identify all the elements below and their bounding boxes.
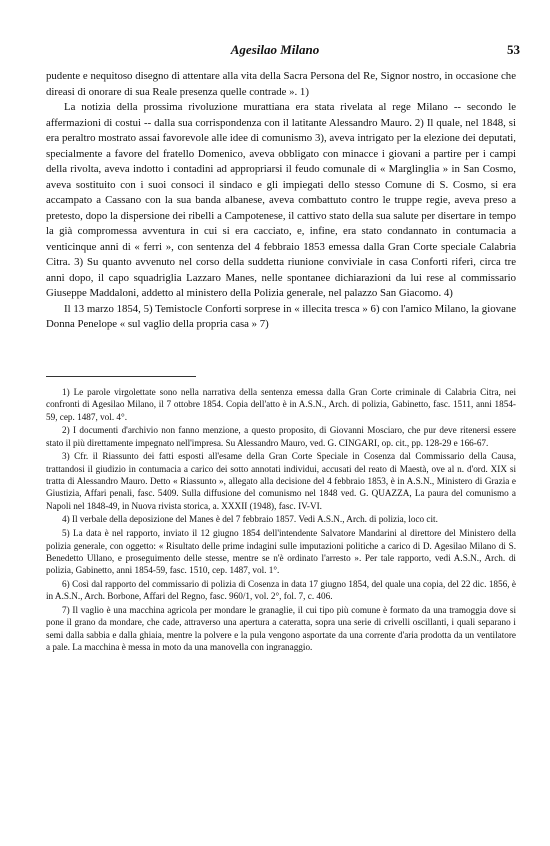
running-head [0, 40, 550, 60]
body-paragraph: Il 13 marzo 1854, 5) Temistocle Conforti sorprese in « illecita tresca » 6) con l'amico Milano, la giovane Donna Penelope « sul vaglio della propria casa » 7) [46, 302, 516, 330]
footnote: 2) I documenti d'archivio non fanno menzione, a questo proposito, di Giovanni Mosciaro, che pur deve ritenersi essere stato il più direttamente impegnato nell'impresa. Su Alessandro Mauro, ved. G. CINGARI, op. cit., pp. 128-29 e 166-67. [46, 425, 516, 448]
running-title: Agesilao Milano [230, 42, 320, 57]
footnote: 4) Il verbale della deposizione del Manes è del 7 febbraio 1857. Vedi A.S.N., Arch. di polizia, loco cit. [62, 514, 438, 525]
footnote: 3) Cfr. il Riassunto dei fatti esposti all'esame della Gran Corte Speciale in Cosenza dal Commissario della Causa, trattandosi il giudizio in contumacia a carico dei sotto annotati individui, accusati del reato di Maestà, ove al n. d'ord. XIX si tratta di Alessandro Mauro. Detto « Riassunto », allegato alla decisione del 4 febbraio 1853, è in A.S.N., Ministero di Grazia e Giustizia, Affari penali, fasc. 5409. Sulla diffusione del comunismo nel 1848 ved. G. QUAZZA, La paura del comunismo a Napoli nel 1848-49, in Nuova rivista storica, a. XXXII (1948), fasc. IV-VI. [46, 451, 516, 511]
body-paragraph: pudente e nequitoso disegno di attentare alla vita della Sacra Persona del Re, Signor nostro, in occasione che direasi di onorare di sua Reale presenza quelle contrade ». 1) [46, 70, 516, 98]
page-number: 53 [507, 42, 520, 57]
footnote: 7) Il vaglio è una macchina agricola per mondare le granaglie, il cui tipo più comune è formato da una tramoggia dove si pone il grano da mondare, che cade, attraverso una apertura a cateratta, sopra una serie di crivelli oscillanti, i quali separano i semi dalla sabbia e dalla ghiaia, mentre la polvere e la pula vengono asportate da una corrente d'aria prodotta da un ventilatore a pale. La macchina è messa in moto da una manovella con ingranaggio. [46, 605, 516, 652]
footnote-separator [46, 376, 196, 377]
footnotes [46, 386, 516, 655]
footnote: 5) La data è nel rapporto, inviato il 12 giugno 1854 dell'intendente Salvatore Mandarini al direttore del Ministero della polizia generale, con oggetto: « Risultato delle prime indagini sulle imputazioni politiche a carico di D. Agesilao Milano di S. Benedetto Ullano, e proseguimento delle stesse, mentre se n'è ordinato l'arresto ». Per tale rapporto, vedi A.S.N., Arch. di polizia, Gabinetto, anni 1854-59, fasc. 1510, cep. 1487, vol. 1°. [46, 528, 516, 576]
footnote: 6) Così dal rapporto del commissario di polizia di Cosenza in data 17 giugno 1854, del quale una copia, del 22 dic. 1856, è in A.S.N., Arch. Borbone, Affari del Regno, fasc. 960/1, vol. 2°, fol. 7, c. 406. [46, 578, 516, 602]
footnote: 1) Le parole virgolettate sono nella narrativa della sentenza emessa dalla Gran Corte criminale di Calabria Citra, nei confronti di Agesilao Milano, il 7 ottobre 1854. Copia dell'atto è in A.S.N., Arch. di polizia, Gabinetto, fasc. 1511, anni 1854-59, cep. 1487, vol. 4°. [46, 387, 516, 422]
body-paragraph: La notizia della prossima rivoluzione murattiana era stata rivelata al rege Milano -- secondo le affermazioni di costui -- dalla sua corrispondenza con il latitante Alessandro Mauro. 2) Il quale, nel 1848, si era peraltro mostrato assai favorevole alle idee di comunismo 3), aveva intrigato per la elezione dei deputati, specialmente a favore del fratello Domenico, aveva obbligato con minacce i giovani a partire per i campi della rivolta, aveva indotto i contadini ad appropriarsi il feudo comunale di « Marglinglia » in San Cosmo, aveva sostituito con i suoi consoci il sindaco e gli impiegati dello stesso Comune di S. Cosmo, si era accampato a Cassano con la sua banda albanese, aveva combattuto contro le truppe regie, aveva preso a pretesto, dopo la dispersione dei ribelli a Campotenese, il cattivo stato della sua salute per disertare in tempo la già compromessa avventura in cui si era cacciato, e, infine, era stato condannato in contumacia a venticinque anni di « ferri », con sentenza del 4 febbraio 1853 emessa dalla Gran Corte speciale Calabria Citra. 3) Su quanto avvenuto nel corso della suddetta riunione conviviale in casa Conforti riferì, circa tre anni dopo, il capo squadriglia Lazzaro Manes, nelle spontanee dichiarazioni da lui rese al commissario Giuseppe Maddaloni, addetto al ministero della Polizia generale, nel palazzo San Giacomo. 4) [46, 101, 516, 299]
body-text [46, 69, 516, 333]
